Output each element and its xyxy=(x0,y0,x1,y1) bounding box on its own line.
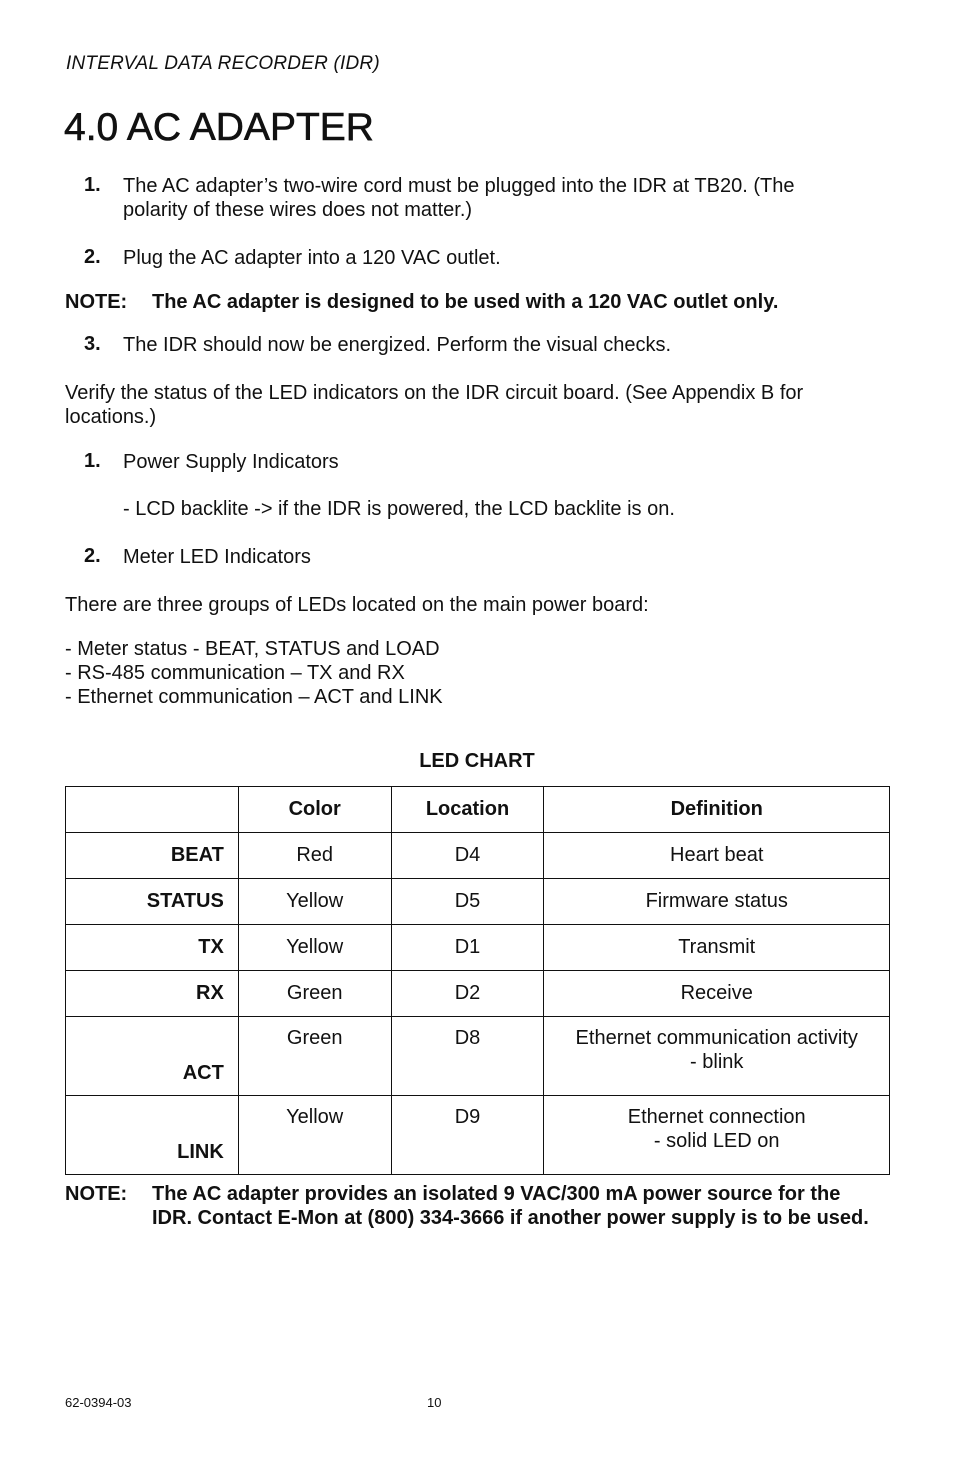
table-title: LED CHART xyxy=(419,750,535,772)
led-definition xyxy=(544,1096,890,1175)
led-color: Green xyxy=(238,971,391,1017)
note xyxy=(65,290,895,314)
note-text xyxy=(152,1182,932,1230)
paragraph: There are three groups of LEDs located on the main power board: xyxy=(65,594,649,616)
led-color: Yellow xyxy=(238,879,391,925)
note-line: IDR. Contact E-Mon at (800) 334-3666 if another power supply is to be used. xyxy=(152,1207,869,1229)
step-number: 2. xyxy=(84,246,101,268)
definition-line: Ethernet communication activity xyxy=(575,1027,858,1049)
note-line: The AC adapter provides an isolated 9 VAC/300 mA power source for the xyxy=(152,1183,841,1205)
led-name: LINK xyxy=(66,1096,239,1175)
led-color: Green xyxy=(238,1017,391,1096)
led-definition: Transmit xyxy=(544,925,890,971)
check-number: 1. xyxy=(84,450,101,472)
step-number: 1. xyxy=(84,174,101,196)
check-number: 2. xyxy=(84,545,101,567)
led-location: D4 xyxy=(391,833,544,879)
section-title: 4.0 AC ADAPTER xyxy=(64,106,374,149)
note-label: NOTE: xyxy=(65,1183,128,1205)
column-header: Location xyxy=(391,787,544,833)
paragraph-line: Verify the status of the LED indicators on the IDR circuit board. (See Appendix B for xyxy=(65,382,804,404)
definition-line: - blink xyxy=(690,1051,744,1073)
table-row xyxy=(66,879,890,925)
page-number: 10 xyxy=(427,1395,442,1410)
step-text-line: polarity of these wires does not matter.) xyxy=(123,199,473,221)
table-row xyxy=(66,1017,890,1096)
led-color: Yellow xyxy=(238,1096,391,1175)
group-list xyxy=(65,637,443,709)
column-header xyxy=(66,787,239,833)
led-name: ACT xyxy=(66,1017,239,1096)
led-name: STATUS xyxy=(66,879,239,925)
group-item: - RS-485 communication – TX and RX xyxy=(65,662,405,684)
paragraph xyxy=(65,381,905,429)
led-name: TX xyxy=(66,925,239,971)
step-text: Plug the AC adapter into a 120 VAC outlet. xyxy=(123,247,501,269)
led-definition: Firmware status xyxy=(544,879,890,925)
note-label: NOTE: xyxy=(65,291,128,313)
led-color: Yellow xyxy=(238,925,391,971)
column-header: Definition xyxy=(544,787,890,833)
led-name: RX xyxy=(66,971,239,1017)
step-text xyxy=(123,174,794,222)
check-text: Meter LED Indicators xyxy=(123,546,311,568)
table-row xyxy=(66,925,890,971)
led-location: D5 xyxy=(391,879,544,925)
led-definition xyxy=(544,1017,890,1096)
step-number: 3. xyxy=(84,333,101,355)
check-subtext: - LCD backlite -> if the IDR is powered, the LCD backlite is on. xyxy=(123,498,675,520)
led-table xyxy=(65,786,890,1175)
led-location: D2 xyxy=(391,971,544,1017)
table-header-row xyxy=(66,787,890,833)
check-text: Power Supply Indicators xyxy=(123,451,339,473)
step-text-line: The AC adapter’s two-wire cord must be plugged into the IDR at TB20. (The xyxy=(123,175,795,197)
definition-line: Ethernet connection xyxy=(627,1106,806,1128)
step-text: The IDR should now be energized. Perform the visual checks. xyxy=(123,334,672,356)
document-number: 62-0394-03 xyxy=(65,1395,132,1410)
definition-line: - solid LED on xyxy=(653,1130,780,1152)
led-location: D1 xyxy=(391,925,544,971)
led-color: Red xyxy=(238,833,391,879)
led-location: D8 xyxy=(391,1017,544,1096)
led-name: BEAT xyxy=(66,833,239,879)
led-location: D9 xyxy=(391,1096,544,1175)
column-header: Color xyxy=(238,787,391,833)
table-row xyxy=(66,1096,890,1175)
group-item: - Ethernet communication – ACT and LINK xyxy=(65,686,443,708)
table-row xyxy=(66,833,890,879)
note xyxy=(65,1182,925,1230)
paragraph-line: locations.) xyxy=(65,406,157,428)
note-text: The AC adapter is designed to be used with a 120 VAC outlet only. xyxy=(152,291,779,313)
group-item: - Meter status - BEAT, STATUS and LOAD xyxy=(65,638,440,660)
running-header: INTERVAL DATA RECORDER (IDR) xyxy=(66,53,380,74)
table-row xyxy=(66,971,890,1017)
led-definition: Receive xyxy=(544,971,890,1017)
led-definition: Heart beat xyxy=(544,833,890,879)
